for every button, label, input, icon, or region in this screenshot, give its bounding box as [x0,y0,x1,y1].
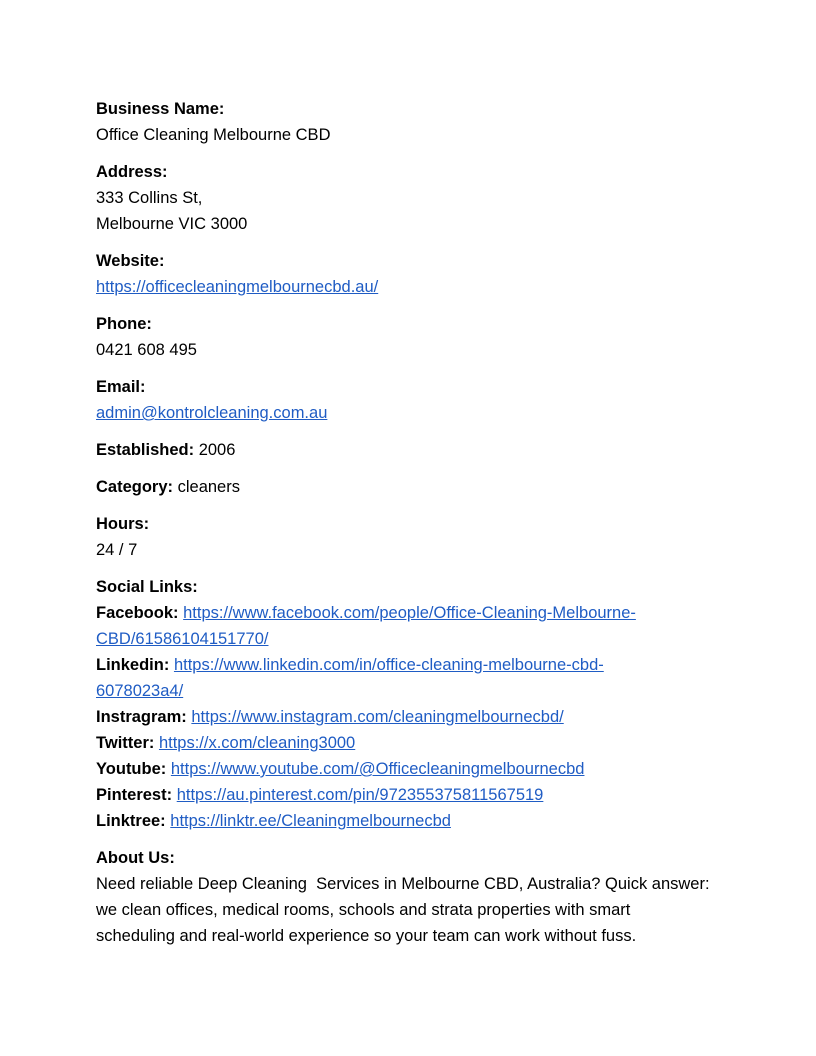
social-youtube-row [96,756,720,782]
phone-label: Phone: [96,315,152,333]
business-name-label: Business Name: [96,100,225,118]
linktree-link[interactable]: https://linktr.ee/Cleaningmelbournecbd [170,812,451,830]
social-twitter-row [96,730,720,756]
address-section [96,159,720,237]
instagram-label: Instragram: [96,708,187,726]
business-name-value: Office Cleaning Melbourne CBD [96,126,331,144]
pinterest-link[interactable]: https://au.pinterest.com/pin/972355375811567519 [176,786,544,804]
about-us-section [96,845,720,949]
email-label: Email: [96,378,146,396]
address-line-1: 333 Collins St, [96,189,203,207]
phone-value: 0421 608 495 [96,341,197,359]
social-links-section [96,574,720,834]
social-facebook-row [96,600,720,652]
twitter-link[interactable]: https://x.com/cleaning3000 [158,734,356,752]
category-value: cleaners [177,478,240,496]
category-section [96,474,720,500]
social-linktree-row [96,808,720,834]
business-name-section [96,96,720,148]
social-links-label: Social Links: [96,578,198,596]
twitter-label: Twitter: [96,734,155,752]
about-line-1: Need reliable Deep Cleaning Services in Melbourne CBD, Australia? Quick answer: [96,875,710,893]
about-line-2: we clean offices, medical rooms, schools and strata properties with smart [96,901,631,919]
instagram-link[interactable]: https://www.instagram.com/cleaningmelbournecbd/ [191,708,564,726]
facebook-link[interactable]: https://www.facebook.com/people/Office-Cleaning-Melbourne- CBD/61586104151770/ [96,604,636,648]
pinterest-label: Pinterest: [96,786,173,804]
established-section [96,437,720,463]
facebook-label: Facebook: [96,604,179,622]
phone-section [96,311,720,363]
about-line-3: scheduling and real-world experience so your team can work without fuss. [96,927,637,945]
linktree-label: Linktree: [96,812,166,830]
address-line-2: Melbourne VIC 3000 [96,215,248,233]
social-pinterest-row [96,782,720,808]
youtube-link[interactable]: https://www.youtube.com/@Officecleaningmelbournecbd [170,760,585,778]
email-link[interactable]: admin@kontrolcleaning.com.au [96,404,328,422]
address-label: Address: [96,163,168,181]
hours-value: 24 / 7 [96,541,138,559]
website-section [96,248,720,300]
about-us-label: About Us: [96,849,175,867]
category-label: Category: [96,478,174,496]
email-section [96,374,720,426]
social-linkedin-row [96,652,720,704]
established-value: 2006 [198,441,236,459]
linkedin-label: Linkedin: [96,656,170,674]
linkedin-link[interactable]: https://www.linkedin.com/in/office-cleaning-melbourne-cbd- 6078023a4/ [96,656,604,700]
established-label: Established: [96,441,195,459]
about-us-text [96,871,720,949]
hours-section [96,511,720,563]
social-instagram-row [96,704,720,730]
youtube-label: Youtube: [96,760,167,778]
website-link[interactable]: https://officecleaningmelbournecbd.au/ [96,278,379,296]
website-label: Website: [96,252,165,270]
hours-label: Hours: [96,515,150,533]
